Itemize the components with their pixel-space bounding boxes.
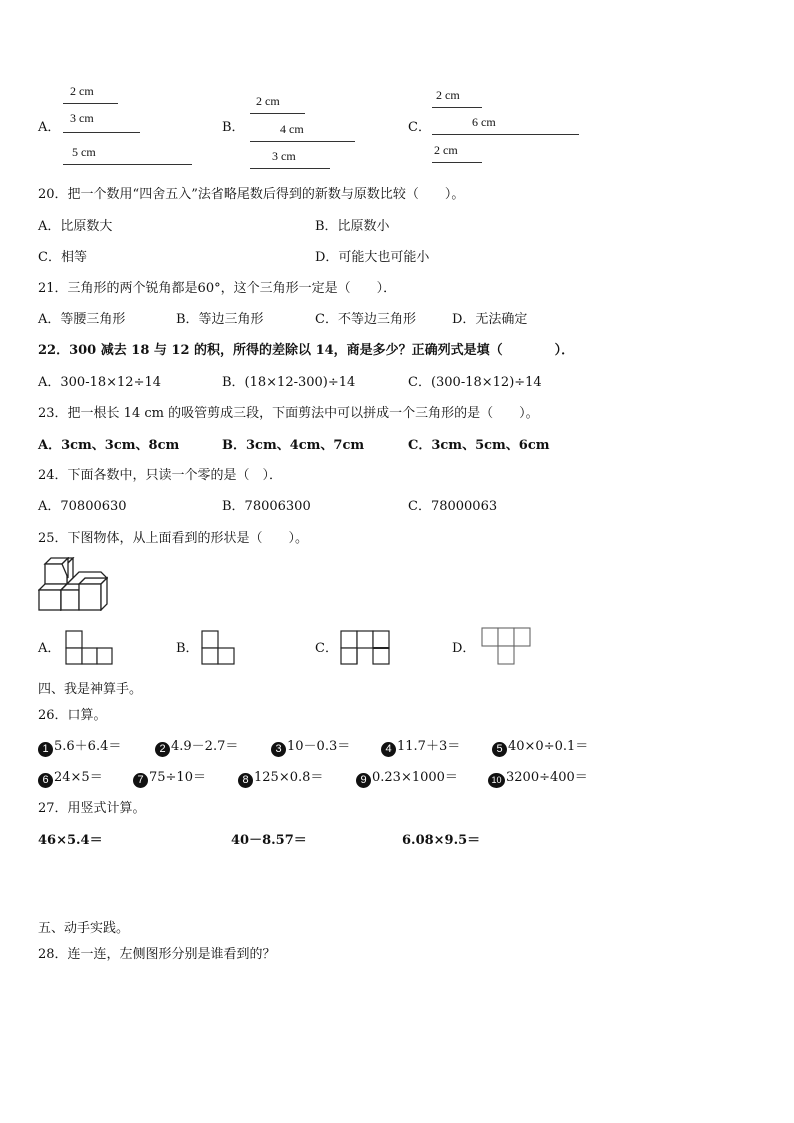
q26-item xyxy=(488,770,588,788)
q26-item-number: 7 xyxy=(133,773,148,788)
q26-item-number: 10 xyxy=(488,773,505,788)
q19-option-b-letter: B． xyxy=(222,120,245,135)
q26-item-expression: 3200÷400＝ xyxy=(506,770,588,785)
q21-option-c: C．不等边三角形 xyxy=(315,312,416,327)
q26-item xyxy=(356,770,458,788)
q19-b-stick1 xyxy=(250,113,305,114)
q19-option-a-letter: A． xyxy=(38,120,61,135)
q26-item-expression: 5.6＋6.4＝ xyxy=(54,739,122,754)
q19-b-stick2-label: 4 cm xyxy=(280,122,304,136)
q21-stem: 21．三角形的两个锐角都是60°，这个三角形一定是（ ）． xyxy=(38,281,397,296)
q23-option-b: B．3cm、4cm、7cm xyxy=(222,438,365,453)
q26-item-expression: 0.23×1000＝ xyxy=(372,770,458,785)
q26-item-number: 2 xyxy=(155,742,170,757)
q20-option-c: C．相等 xyxy=(38,250,87,265)
q25-cube-figure xyxy=(38,557,108,611)
q26-item xyxy=(238,770,323,788)
q25-option-d-letter: D． xyxy=(452,641,476,656)
q19-a-stick2 xyxy=(63,132,140,133)
q19-c-stick1 xyxy=(432,107,482,108)
q25-option-b-letter: B． xyxy=(176,641,199,656)
q26-item-expression: 11.7＋3＝ xyxy=(397,739,461,754)
q25-stem: 25．下图物体，从上面看到的形状是（ ）。 xyxy=(38,531,309,546)
q20-stem: 20．把一个数用“四舍五入”法省略尾数后得到的新数与原数比较（ ）。 xyxy=(38,187,465,202)
q19-a-stick1-label: 2 cm xyxy=(70,84,94,98)
q26-item-expression: 75÷10＝ xyxy=(149,770,206,785)
q26-item-number: 8 xyxy=(238,773,253,788)
q21-option-a: A．等腰三角形 xyxy=(38,312,126,327)
q27-expression-3: 6.08×9.5＝ xyxy=(402,833,481,848)
q26-item-expression: 125×0.8＝ xyxy=(254,770,324,785)
q26-item xyxy=(381,739,460,757)
q26-item-expression: 40×0÷0.1＝ xyxy=(508,739,589,754)
q25-option-c-figure xyxy=(340,630,392,666)
q19-b-stick3-label: 3 cm xyxy=(272,149,296,163)
q23-option-a: A．3cm、3cm、8cm xyxy=(38,438,180,453)
q26-item xyxy=(38,739,121,757)
q24-stem: 24．下面各数中，只读一个零的是（ ）． xyxy=(38,468,283,483)
q26-stem: 26．口算。 xyxy=(38,708,107,723)
q26-item-expression: 4.9－2.7＝ xyxy=(171,739,239,754)
q26-item-expression: 10－0.3＝ xyxy=(287,739,351,754)
q22-option-a: A．300-18×12÷14 xyxy=(38,375,162,390)
q28-stem: 28．连一连，左侧图形分别是谁看到的？ xyxy=(38,947,276,962)
section-4-heading: 四、我是神算手。 xyxy=(38,682,143,697)
q24-option-b: B．78006300 xyxy=(222,499,311,514)
q19-c-stick2 xyxy=(432,134,579,135)
q26-item xyxy=(133,770,206,788)
q19-b-stick3 xyxy=(250,168,330,169)
q19-option-c-letter: C． xyxy=(408,120,431,135)
q20-option-d: D．可能大也可能小 xyxy=(315,250,430,265)
q25-option-c-letter: C． xyxy=(315,641,338,656)
q19-a-stick1 xyxy=(63,103,118,104)
q26-item-number: 5 xyxy=(492,742,507,757)
q20-option-a: A．比原数大 xyxy=(38,219,113,234)
q25-option-d-figure xyxy=(481,627,533,667)
q19-a-stick3 xyxy=(63,164,192,165)
q26-item-number: 6 xyxy=(38,773,53,788)
q21-option-b: B．等边三角形 xyxy=(176,312,264,327)
q27-expression-1: 46×5.4＝ xyxy=(38,833,103,848)
q19-b-stick2 xyxy=(250,141,355,142)
q26-item xyxy=(38,770,103,788)
q24-option-a: A．70800630 xyxy=(38,499,127,514)
q19-b-stick1-label: 2 cm xyxy=(256,94,280,108)
q19-a-stick2-label: 3 cm xyxy=(70,111,94,125)
q23-stem: 23．把一根长 14 cm 的吸管剪成三段，下面剪法中可以拼成一个三角形的是（ ）。 xyxy=(38,406,539,421)
q26-item-number: 1 xyxy=(38,742,53,757)
q22-option-c: C．(300-18×12)÷14 xyxy=(408,375,542,390)
section-5-heading: 五、动手实践。 xyxy=(38,921,130,936)
q22-option-b: B．(18×12-300)÷14 xyxy=(222,375,356,390)
q19-c-stick3 xyxy=(432,162,482,163)
q26-item-number: 4 xyxy=(381,742,396,757)
q26-item-number: 9 xyxy=(356,773,371,788)
q23-option-c: C．3cm、5cm、6cm xyxy=(408,438,550,453)
q19-c-stick1-label: 2 cm xyxy=(436,88,460,102)
q19-c-stick2-label: 6 cm xyxy=(472,115,496,129)
q19-c-stick3-label: 2 cm xyxy=(434,143,458,157)
q25-option-b-figure xyxy=(201,630,237,666)
q26-item-expression: 24×5＝ xyxy=(54,770,103,785)
q22-stem: 22．300 减去 18 与 12 的积，所得的差除以 14，商是多少？正确列式是填（ ）． xyxy=(38,343,575,358)
q26-item xyxy=(155,739,238,757)
q26-item-number: 3 xyxy=(271,742,286,757)
q24-option-c: C．78000063 xyxy=(408,499,498,514)
q27-expression-2: 40－8.57＝ xyxy=(231,833,307,848)
q26-item xyxy=(271,739,350,757)
q25-option-a-letter: A． xyxy=(38,641,61,656)
q27-stem: 27．用竖式计算。 xyxy=(38,801,146,816)
q25-option-a-figure xyxy=(65,630,115,666)
q21-option-d: D．无法确定 xyxy=(452,312,528,327)
q20-option-b: B．比原数小 xyxy=(315,219,390,234)
q26-item xyxy=(492,739,588,757)
q19-a-stick3-label: 5 cm xyxy=(72,145,96,159)
